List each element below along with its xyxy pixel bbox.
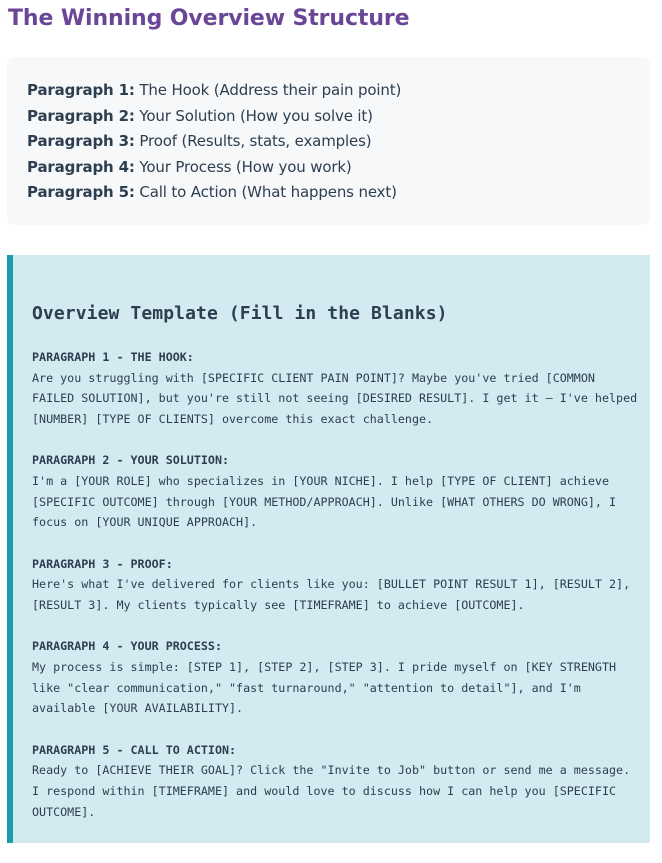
structure-box <box>7 57 650 225</box>
template-section-proof <box>32 554 642 616</box>
template-body <box>32 347 642 843</box>
structure-item-3 <box>27 129 650 155</box>
template-section-text: My process is simple: [STEP 1], [STEP 2], [STEP 3]. I pride myself on [KEY STRENGTH like "clear communication," "fast turnaround," "attention to detail"], and I'm available [YOUR AVAILABILITY]. <box>32 659 617 716</box>
template-section-heading: PARAGRAPH 2 - YOUR SOLUTION: <box>32 453 230 468</box>
structure-item-label: Paragraph 5: <box>27 183 135 201</box>
structure-item-text: Call to Action (What happens next) <box>134 183 397 201</box>
structure-item-5 <box>27 180 650 206</box>
template-section-hook <box>32 347 642 430</box>
structure-item-text: Your Solution (How you solve it) <box>134 106 373 125</box>
structure-item-label: Paragraph 2: <box>27 106 135 125</box>
template-section-process <box>32 636 642 719</box>
template-title: Overview Template (Fill in the Blanks) <box>32 303 448 324</box>
structure-item-text: Proof (Results, stats, examples) <box>134 132 372 150</box>
template-section-heading: PARAGRAPH 1 - THE HOOK: <box>32 350 194 364</box>
template-section-heading: PARAGRAPH 3 - PROOF: <box>32 556 173 571</box>
structure-item-label: Paragraph 3: <box>27 132 135 150</box>
structure-item-label: Paragraph 1: <box>27 81 135 99</box>
structure-item-1 <box>27 78 650 104</box>
structure-item-text: Your Process (How you work) <box>134 157 352 176</box>
structure-item-2 <box>27 104 650 130</box>
structure-item-label: Paragraph 4: <box>27 157 135 176</box>
template-section-solution <box>32 450 642 533</box>
page-title: The Winning Overview Structure <box>8 6 410 31</box>
template-section-call-to-action <box>32 740 642 823</box>
template-section-text: Here's what I've delivered for clients like you: [BULLET POINT RESULT 1], [RESULT 2], [RESULT 3]. My clients typically see [TIMEFRAME] to achieve [OUTCOME]. <box>32 577 631 613</box>
structure-item-text: The Hook (Address their pain point) <box>134 81 402 99</box>
template-section-text: I'm a [YOUR ROLE] who specializes in [YOUR NICHE]. I help [TYPE OF CLIENT] achieve [SPECIFIC OUTCOME] through [YOUR METHOD/APPROACH]. Unlike [WHAT OTHERS DO WRONG], I focus on [YOUR UNIQUE APPROACH]. <box>32 474 617 530</box>
template-section-heading: PARAGRAPH 5 - CALL TO ACTION: <box>32 742 237 757</box>
structure-item-4 <box>27 155 650 181</box>
template-section-text: Ready to [ACHIEVE THEIR GOAL]? Click the "Invite to Job" button or send me a message. I respond within [TIMEFRAME] and would love to discuss how I can help you [SPECIFIC OUTCOME]. <box>32 763 631 819</box>
template-section-heading: PARAGRAPH 4 - YOUR PROCESS: <box>32 639 222 654</box>
template-box <box>7 255 650 843</box>
template-section-text: Are you struggling with [SPECIFIC CLIENT PAIN POINT]? Maybe you've tried [COMMON FAILED SOLUTION], but you're still not seeing [DESIRED RESULT]. I get it – I've helped [NUMBER] [TYPE OF CLIENTS] overcome this exact challenge. <box>32 370 638 427</box>
